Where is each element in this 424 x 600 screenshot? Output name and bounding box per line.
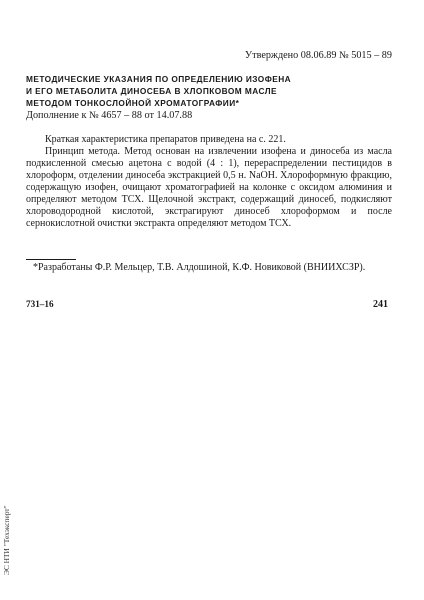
addition-note: Дополнение к № 4657 – 88 от 14.07.88 (26, 110, 193, 121)
paragraph-characteristics: Краткая характеристика препаратов приведена на с. 221. (45, 134, 286, 145)
title-line-2: И ЕГО МЕТАБОЛИТА ДИНОСЕБА В ХЛОПКОВОМ МАСЛЕ (26, 86, 277, 96)
title-line-3: МЕТОДОМ ТОНКОСЛОЙНОЙ ХРОМАТОГРАФИИ* (26, 98, 240, 108)
document-title (26, 73, 346, 109)
approval-line: Утверждено 08.06.89 № 5015 – 89 (244, 50, 392, 61)
paragraph-method-principle: Принцип метода. Метод основан на извлечении изофена и диносеба из масла подкисленной смесью ацетона с водой (4 : 1), перераспределении пестицидов в хлороформ, отделении диносеба экстракцией 0,5 н. NaOH. Хлороформную фракцию, содержащую изофен, очищают хроматографией на колонке с оксидом алюминия и определяют методом ТСХ. Щелочной экстракт, содержащий диносеб, подкисляют хлороводородной кислотой, экстрагируют диносеб хлороформом и после сернокислотной очистки экстракта определяют методом ТСХ. (26, 146, 392, 229)
side-stamp: ЭС НТИ "Техэксперт" (2, 505, 11, 575)
footnote: *Разработаны Ф.Р. Мельцер, Т.В. Алдошиной, К.Ф. Новиковой (ВНИИХСЗР). (33, 262, 366, 273)
title-line-1: МЕТОДИЧЕСКИЕ УКАЗАНИЯ ПО ОПРЕДЕЛЕНИЮ ИЗОФЕНА (26, 74, 292, 84)
body-text (26, 134, 392, 230)
page-number: 241 (373, 299, 388, 310)
footnote-divider (26, 259, 76, 260)
document-code: 731–16 (26, 299, 54, 309)
